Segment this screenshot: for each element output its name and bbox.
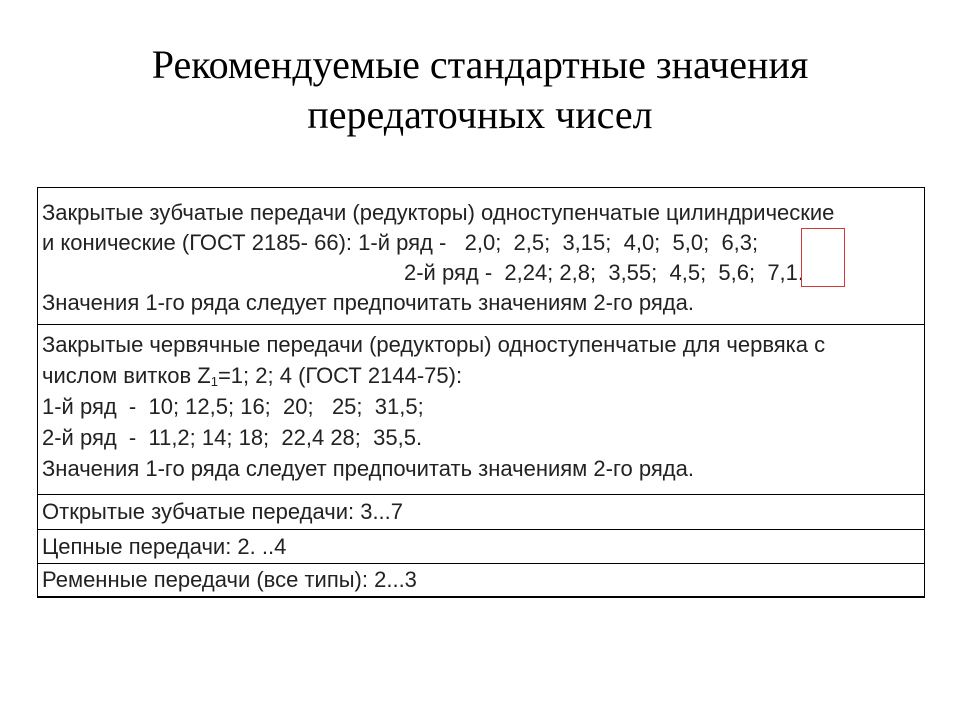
closed-worm-series-2: 2-й ряд - 11,2; 14; 18; 22,4 28; 35,5. (42, 425, 423, 450)
closed-gear-line-2 (42, 228, 918, 258)
chain-text: Цепные передачи: 2. ..4 (42, 534, 287, 559)
title-line-1: Рекомендуемые стандартные значения (151, 42, 809, 87)
closed-gear-series-2: 2-й ряд - 2,24; 2,8; 3,55; 4,5; 5,6; 7,1. (404, 260, 805, 285)
closed-worm-row (38, 325, 924, 495)
open-gear-text: Открытые зубчатые передачи: 3...7 (42, 499, 404, 524)
open-gear-row (38, 495, 924, 530)
closed-gear-series-1: и конические (ГОСТ 2185- 66): 1-й ряд - 2,0; 2,5; 3,15; 4,0; 5,0; 6,3; (42, 230, 759, 255)
worm-turns-label: числом витков Z (42, 363, 211, 388)
closed-worm-series-1: 1-й ряд - 10; 12,5; 16; 20; 25; 31,5; (42, 394, 424, 419)
page-title (0, 40, 960, 140)
worm-turns-subscript: 1 (210, 374, 218, 389)
closed-worm-line-1: Закрытые червячные передачи (редукторы) одноступенчатые для червяка с (42, 332, 826, 357)
closed-gear-line-4: Значения 1-го ряда следует предпочитать значениям 2-го ряда. (42, 290, 694, 315)
closed-gear-line-1: Закрытые зубчатые передачи (редукторы) одноступенчатые цилиндрические (42, 200, 835, 225)
closed-gear-row (38, 188, 924, 325)
title-line-2: передаточных чисел (307, 92, 653, 137)
belt-text: Ременные передачи (все типы): 2...3 (42, 567, 417, 592)
chain-row (38, 530, 924, 564)
gear-ratio-table (37, 187, 925, 598)
closed-gear-line-3 (42, 258, 918, 288)
belt-row (38, 564, 924, 597)
worm-turns-values: =1; 2; 4 (ГОСТ 2144-75): (217, 363, 463, 388)
closed-worm-line-2 (42, 360, 918, 391)
closed-worm-line-5: Значения 1-го ряда следует предпочитать значениям 2-го ряда. (42, 456, 694, 481)
